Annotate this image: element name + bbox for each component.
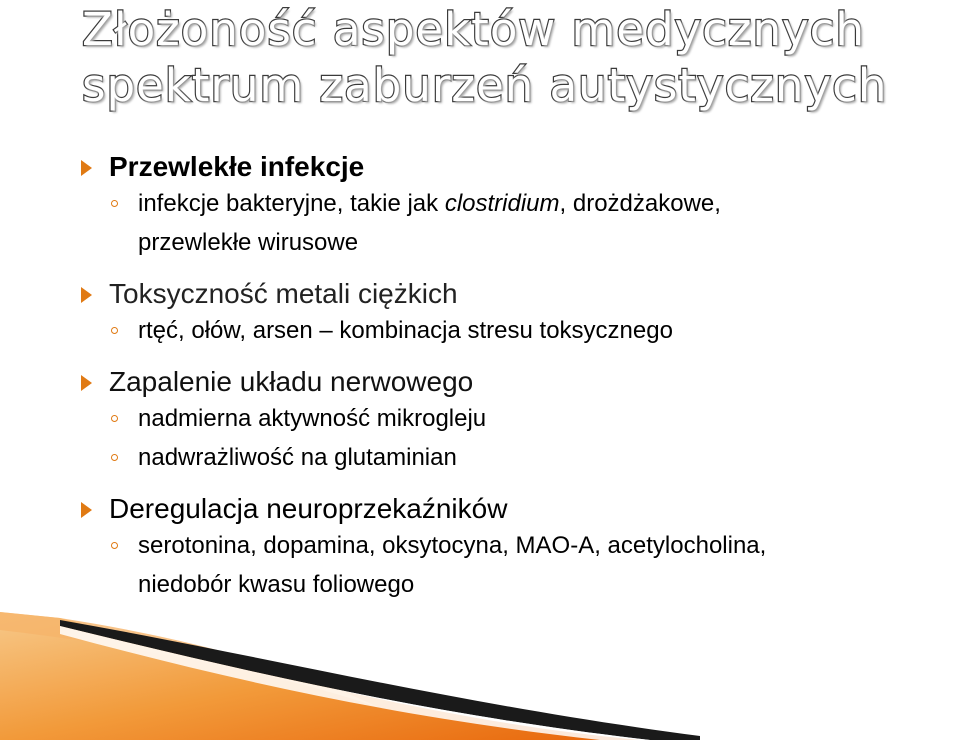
title-line-2: spektrum zaburzeń autystycznych xyxy=(82,59,888,112)
bullet-nervous-system-inflammation xyxy=(80,365,950,399)
decorative-swoosh xyxy=(0,600,960,740)
sub-text-continuation: niedobór kwasu foliowego xyxy=(138,571,415,598)
sub-bullet-glutamate xyxy=(80,438,950,477)
slide-title xyxy=(82,2,960,114)
sub-text-before: infekcje bakteryjne, takie jak xyxy=(138,190,445,217)
bullet-heading: Przewlekłe infekcje xyxy=(109,151,365,182)
sub-text: nadmierna aktywność mikrogleju xyxy=(138,405,487,432)
bullet-list xyxy=(80,150,950,604)
sub-text-continuation: przewlekłe wirusowe xyxy=(138,229,359,256)
sub-text: rtęć, ołów, arsen – kombinacja stresu toksycznego xyxy=(138,317,673,344)
sub-text-italic: clostridium xyxy=(444,190,560,217)
triangle-bullet-icon xyxy=(81,160,92,176)
bullet-heading: Toksyczność metali ciężkich xyxy=(109,278,458,309)
sub-bullet-microglia xyxy=(80,399,950,438)
title-line-1: Złożoność aspektów medycznych xyxy=(82,3,865,56)
bullet-heavy-metal-toxicity xyxy=(80,277,950,311)
sub-text-after: , drożdżakowe, xyxy=(559,190,721,217)
triangle-bullet-icon xyxy=(81,502,92,518)
triangle-bullet-icon xyxy=(81,375,92,391)
sub-text: serotonina, dopamina, oksytocyna, MAO-A, acetylocholina, xyxy=(138,532,767,559)
bullet-chronic-infections xyxy=(80,150,950,184)
circle-bullet-icon xyxy=(111,327,118,334)
circle-bullet-icon xyxy=(111,542,118,549)
sub-bullet-metals xyxy=(80,311,950,350)
bullet-heading: Deregulacja neuroprzekaźników xyxy=(109,493,508,524)
circle-bullet-icon xyxy=(111,415,118,422)
bullet-neurotransmitter-dysregulation xyxy=(80,492,950,526)
sub-text: nadwrażliwość na glutaminian xyxy=(138,444,457,471)
circle-bullet-icon xyxy=(111,200,118,207)
bullet-heading: Zapalenie układu nerwowego xyxy=(109,366,474,397)
sub-bullet-neurotransmitters xyxy=(80,526,950,604)
circle-bullet-icon xyxy=(111,454,118,461)
triangle-bullet-icon xyxy=(81,287,92,303)
sub-bullet-infections xyxy=(80,184,950,262)
